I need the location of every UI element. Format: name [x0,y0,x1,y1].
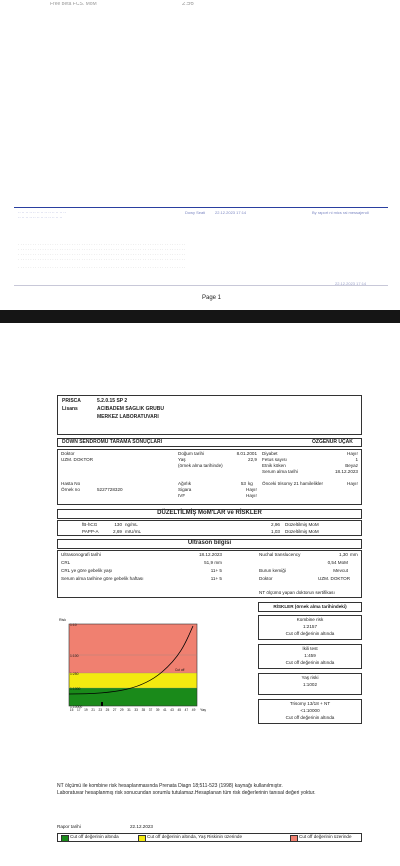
risk-value: 1:1002 [302,682,318,687]
risk-value: <1:10000 [300,708,320,713]
fetus-value: 1 [355,457,358,462]
legend-swatch [290,835,298,842]
chart-x-tick-label: 49 [191,708,196,712]
chart-x-tick-label: 23 [98,708,103,712]
serum-date-value: 18.12.2023 [335,469,358,474]
chart-y-tick-label: 1:1000 [70,687,81,691]
mom-corrected-value: 2,96 [271,522,280,527]
risk-note: Cut off değerinin altında [285,715,335,720]
risk-title: Trisomy 13/18 + NT [289,701,331,706]
first-page-right-link[interactable]: By raport ni mics rai messajendi [312,210,369,215]
risk-note: Cut off değerinin altında [285,631,335,636]
report-date-label: Rapor tarihi [57,824,81,829]
smoker-label: Sigara [178,487,192,492]
legend-swatch [61,835,69,842]
risk-title: İkili test [302,646,318,651]
ultrasound-right-label: Doktor [259,576,273,581]
smoker-value: Hayır [246,487,257,492]
weight-label: Ağırlık [178,481,192,486]
ultrasound-right-label: Nuchal translucency [259,552,301,557]
org-line1: ACIBADEM SAGLIK GRUBU [97,406,164,412]
diabetes-label: Diyabet [262,451,278,456]
ultrasound-label: CRL [61,560,71,565]
chart-x-axis-label: Yaş [200,708,206,712]
ivf-label: IVF [178,493,186,498]
first-page-blue-line [14,207,388,208]
mom-value: 2,69 [113,529,122,534]
weight-value: 53 [240,481,246,486]
software-name: PRISCA [62,398,81,404]
chart-zone-low [69,688,197,706]
ultrasound-title: Ultrason bilgisi [187,540,232,546]
doctor-value: UZM. DOKTOR [61,457,94,462]
chart-y-axis-label: Risk [59,618,66,622]
software-version: 5.2.0.15 SP 2 [97,398,128,404]
risk-title: Kombine risk [296,617,324,622]
risk-note: Cut off değerinin altında [285,660,335,665]
chart-patient-marker [101,702,103,706]
patient-info-box [57,449,362,505]
risks-title: RİSKLER (örnek alma tarihindeki) [273,604,347,609]
legend-label: Cut off değerinin altında [70,834,119,839]
chart-x-tick-label: 25 [105,708,110,712]
ultrasound-label: CRL ye göre gebelik yaşı [61,568,113,573]
status-bar [0,0,400,14]
legend-label: Cut off değerinin altında, Yaş Riskinin üzerinde [147,834,242,839]
chart-x-tick-label: 45 [177,708,181,712]
age-value: 22,9 [248,457,257,462]
risk-title: Yaş riski [301,675,319,680]
diabetes-value: Hayır [347,451,358,456]
first-page-gray-text: · · · · · · · · · · · · · · · · · · · · · · · · · · · · · · · · · · · · · · · · · · · · · · · · · · · · · · · · · · · · · · · · · · · · · · · · · · · · · · · · · · · · · · · · · · · · · · · · · · · · · · · · · · · · · · · · · · · · · · · · · · · · · · · · · · · · · · · · · · · · · · · · · · · · · · · · · · · · · · · · · · · · · · · · · · · · · · · · · · · · · · · · · · · · · · · · · · · · · · · · · · · · · · · · · · · · · · · · · · · · · · · · · · · · · · · · · · · · · · · · · · · · · · · · · · · · · · · · · · · · · · · · · · · · · · · · · · · · · · · · · · · · · · · · · · · · · · · · · · · · · · · · · · · · · · · · · · · · · · · · · · · · · · · · · · · · · · · · · · · · · · · · · [18,242,186,270]
chart-x-tick-label: 33 [134,708,138,712]
mom-corrected-label: Düzeltilmiş MoM [285,529,319,534]
ethnic-value: Beyaz [345,463,358,468]
chart-x-tick-label: 17 [76,708,81,712]
ultrasound-right-value: 1,30 [339,552,348,557]
mom-corrected-value: 1,03 [271,529,280,534]
mom-name: PAPP-A [82,529,99,534]
ultrasound-right-unit: mm [350,552,358,557]
chart-zone-mid [69,673,197,688]
risk-value: 1:459 [304,653,316,658]
ultrasound-right-value: UZM. DOKTOR [318,576,351,581]
org-line2: MERKEZ LABORATUVARI [97,414,159,420]
report-date-value: 22.12.2023 [130,824,153,829]
page-number: Page 1 [202,295,222,301]
chart-zone-high [69,624,197,673]
serum-date-label: Serum alma tarihi [262,469,298,474]
mom-unit: mIU/mL [125,529,142,534]
chart-x-tick-label: 19 [84,708,88,712]
chart-y-tick-label: 1:10000 [70,705,83,709]
chart-x-tick-label: 37 [148,708,153,712]
report-title: DOWN SENDROMU TARAMA SONUÇLARI [62,439,162,445]
prev-trisomy-value: Hayır [347,481,358,486]
ultrasound-right-label: Burun kemiği [259,568,286,573]
footnote-line2: Laboratuvar hesaplanmış risk sonucundan sorumlu tutulamaz.Hesaplanan tüm risk değerlerinin tanısal değeri yoktur. [57,790,316,796]
ultrasound-right-value: Mevcut [333,568,348,573]
first-page-footer-date: 22.12.2023 17:14 [335,281,367,286]
legend-label: Cut off değerinin üzerinde [299,834,352,839]
status-left-text: Free beta FCS. MoM [50,2,97,7]
page-separator [0,310,400,323]
mom-corrected-label: Düzeltilmiş MoM [285,522,319,527]
chart-x-tick-label: 35 [141,708,146,712]
ultrasound-value: 18.12.2023 [199,552,222,557]
doctor-label: Doktor [61,451,75,456]
risk-value: 1:2157 [302,624,318,629]
patient-no-label: Hasta No [61,481,81,486]
mom-value: 130 [114,522,122,527]
mom-name: fB-hCG [82,522,98,527]
chart-x-tick-label: 15 [69,708,74,712]
ultrasound-value: 11+ 5 [210,576,222,581]
chart-y-tick-label: 1:100 [70,654,79,658]
chart-x-tick-label: 31 [127,708,131,712]
ethnic-label: Etnik köken [262,463,286,468]
mom-title: DÜZELTİLMİŞ MoM'LAR ve RİSKLER [157,510,262,516]
chart-x-tick-label: 41 [163,708,167,712]
sample-no-value: 5227728320 [97,487,123,492]
chart-x-tick-label: 47 [184,708,189,712]
risk-chart [57,614,257,724]
fetus-label: Fetus sayısı [262,457,287,462]
ultrasound-right-value: 0,54 MoM [327,560,348,565]
license-label: Lisans [62,406,78,412]
first-page-footer-line [14,285,388,286]
chart-y-tick-label: 1:250 [70,672,79,676]
birth-label: Doğum tarihi [178,451,205,456]
chart-x-tick-label: 21 [91,708,95,712]
patient-name: ÖZGENUR UÇAK [312,439,353,445]
chart-x-tick-label: 43 [170,708,174,712]
chart-x-tick-label: 39 [155,708,160,712]
birth-value: 8.01.2001 [236,451,257,456]
age-note: (örnek alma tarihinde) [178,463,223,468]
risk-chart-svg [57,614,257,724]
chart-x-tick-label: 27 [112,708,117,712]
first-page-link[interactable]: Dowy Seati [185,210,206,215]
first-page-date: 22.12.2023 17:14 [215,210,247,215]
ultrasound-label: Serum alma tarihine göre gebelik haftası [61,576,144,581]
nt-certificate-note: NT ölçümü yapan doktorun sertifikası [259,590,335,595]
ivf-value: Hayır [246,493,257,498]
footnote-line1: NT ölçümü ile kombine risk hesaplanmasında Prenata Diagn 18;511-523 (1998) kaynağı kullanılmıştır. [57,783,283,789]
status-time: 2:56 [182,2,194,7]
first-page-meta-left-2: ·· ·· ·· ·· ·· ·· ·· ·· ·· ·· ·· ·· [18,215,63,220]
ultrasound-value: 51,9 mm [204,560,222,565]
ultrasound-value: 11+ 5 [210,568,222,573]
prev-trisomy-label: Önceki trisomy 21 hamilelikler [262,481,324,486]
mom-unit: ng/mL [125,522,138,527]
age-label: Yaş [178,457,186,462]
chart-y-tick-label: 1:10 [70,623,77,627]
weight-unit: kg [248,481,253,486]
legend-swatch [138,835,146,842]
first-page-meta-left: ·· ·· ·· ·· ·· ·· ·· ·· ·· ·· ·· ·· ·· [18,210,66,215]
sample-no-label: Örnek no [61,487,80,492]
ultrasound-label: Ultrasonografi tarihi [61,552,101,557]
chart-x-tick-label: 29 [120,708,124,712]
chart-cutoff-label: Cut off [175,668,185,672]
